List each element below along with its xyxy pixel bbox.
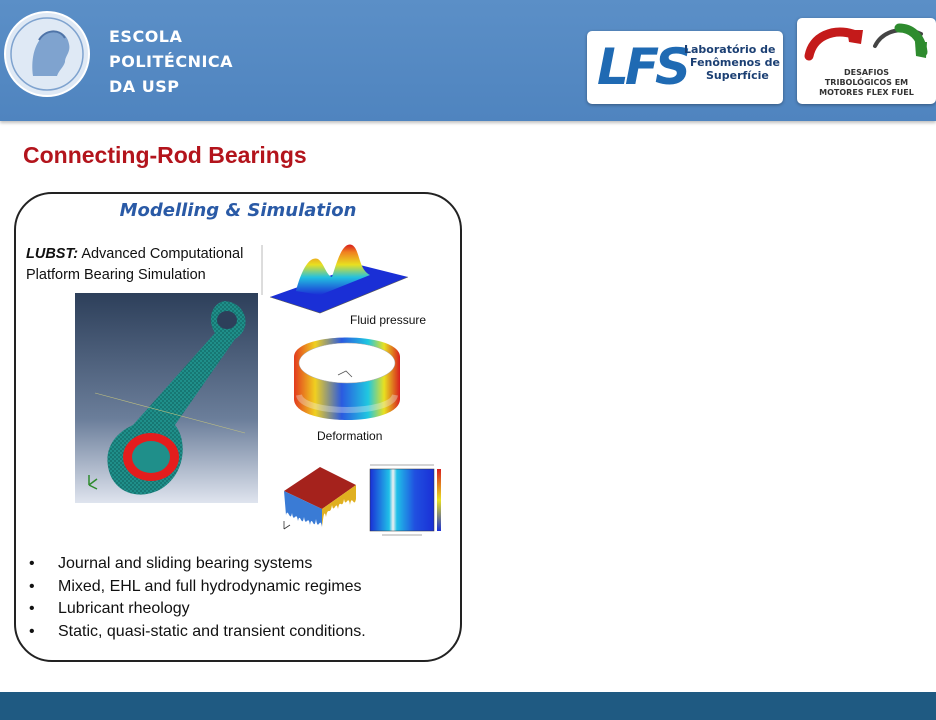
bullet-item: • Journal and sliding bearing systems <box>29 553 366 576</box>
lfs-logo-text <box>684 43 780 82</box>
lfs-logo-line-2: Fenômenos de <box>690 56 780 69</box>
lfs-logo <box>587 31 783 104</box>
escola-politecnica-seal-icon <box>3 10 91 98</box>
school-name-line-2: POLITÉCNICA <box>109 52 234 71</box>
header-bar <box>0 0 936 121</box>
lfs-logo-letters: LFS <box>597 38 688 96</box>
lfs-logo-line-1: Laboratório de <box>684 43 776 56</box>
fuel-nozzle-icon <box>803 22 930 66</box>
fluid-pressure-caption: Fluid pressure <box>350 313 427 327</box>
flex-fuel-line-2: TRIBOLÓGICOS EM <box>824 78 909 87</box>
school-name <box>109 24 233 99</box>
lubst-line-1: Advanced Computational <box>78 246 244 262</box>
panel-heading: Modelling & Simulation <box>119 200 357 221</box>
lubst-description <box>26 244 243 286</box>
flex-fuel-logo-text <box>797 68 936 98</box>
lfs-logo-line-3: Superfície <box>706 69 769 82</box>
flex-fuel-line-3: MOTORES FLEX FUEL <box>819 88 914 97</box>
flex-fuel-logo <box>797 18 936 104</box>
connecting-rod-mesh-image <box>75 293 258 503</box>
deformation-caption: Deformation <box>317 429 383 443</box>
wave-surface-plot <box>278 463 360 543</box>
school-name-line-1: ESCOLA <box>109 27 183 46</box>
flex-fuel-line-1: DESAFIOS <box>843 68 890 77</box>
slide-title: Connecting-Rod Bearings <box>23 142 307 168</box>
deformation-plot <box>288 333 406 429</box>
lubst-line-2: Platform Bearing Simulation <box>26 267 206 283</box>
feature-bullet-list <box>29 553 366 643</box>
fluid-pressure-plot <box>260 235 410 320</box>
bullet-item: • Static, quasi-static and transient conditions. <box>29 621 366 644</box>
bullet-item: • Lubricant rheology <box>29 598 366 621</box>
bullet-item: • Mixed, EHL and full hydrodynamic regimes <box>29 576 366 599</box>
footer-bar <box>0 692 936 720</box>
lubst-label: LUBST: <box>26 246 79 262</box>
school-name-line-3: DA USP <box>109 77 180 96</box>
pressure-heatmap-plot <box>362 463 446 543</box>
